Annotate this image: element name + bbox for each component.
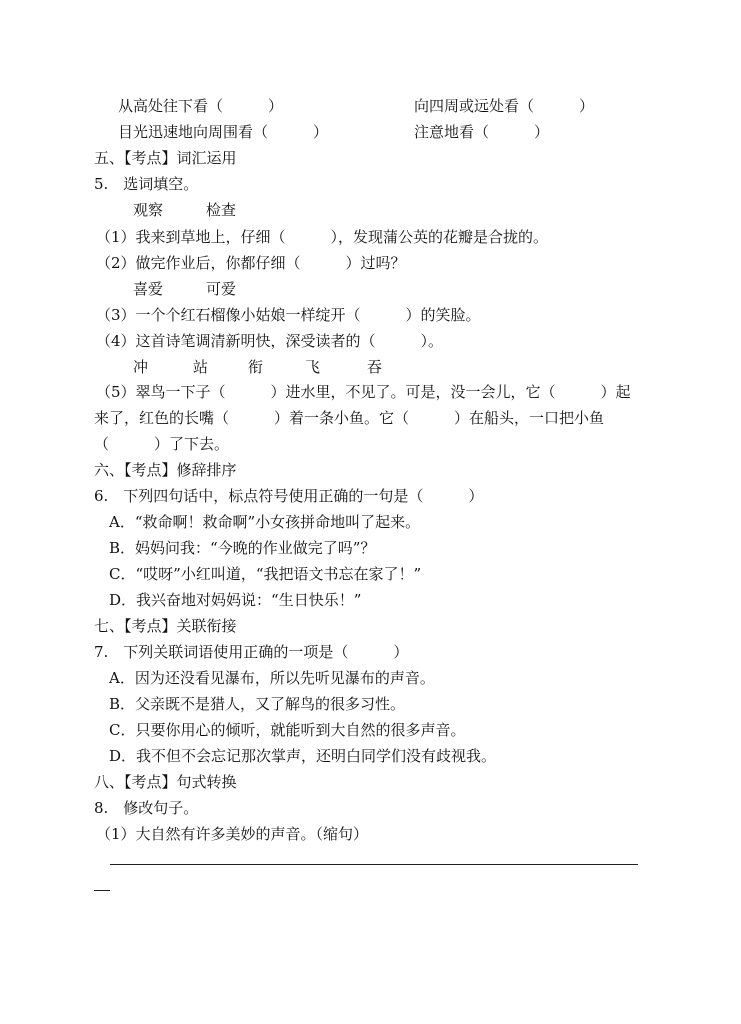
fill-item-5-line-2: 来了，红色的长嘴（ ）着一条小鱼。它（ ）在船头，一口把小鱼 [94, 409, 605, 427]
word-option: 可爱 [206, 280, 237, 298]
question-7-prompt: 7. 下列关联词语使用正确的一项是（ ） [94, 643, 409, 661]
section-7-heading: 七、【考点】关联衔接 [94, 617, 237, 635]
option-c: C．只要你用心的倾听，就能听到大自然的很多声音。 [109, 721, 466, 739]
fill-item-3: （3）一个个红石榴像小姑娘一样绽开（ ）的笑脸。 [96, 306, 481, 324]
answer-line[interactable] [110, 864, 638, 865]
word-option: 飞 [305, 358, 321, 376]
option-b: B．父亲既不是猎人，又了解鸟的很多习性。 [109, 695, 406, 713]
fill-item-2: （2）做完作业后，你都仔细（ ）过吗？ [96, 254, 406, 272]
fill-item-5-line-3: （ ）了下去。 [94, 435, 230, 453]
answer-line-continuation[interactable] [94, 890, 110, 891]
option-c: C．“哎呀”小红叫道，“我把语文书忘在家了！” [109, 565, 422, 583]
word-option: 检查 [206, 201, 237, 219]
fill-item-4: （4）这首诗笔调清新明快，深受读者的（ ）。 [96, 332, 444, 350]
rewrite-item-1: （1）大自然有许多美妙的声音。（缩句） [96, 825, 369, 843]
option-d: D．我兴奋地对妈妈说：“生日快乐！” [109, 591, 362, 609]
option-d: D．我不但不会忘记那次掌声，还明白同学们没有歧视我。 [109, 747, 497, 765]
question-5-prompt: 5. 选词填空。 [94, 175, 199, 193]
word-option: 冲 [133, 358, 149, 376]
option-b: B．妈妈问我：“今晚的作业做完了吗”？ [109, 539, 376, 557]
item-look-around-far: 向四周或远处看（ ） [414, 97, 595, 115]
fill-item-1: （1）我来到草地上，仔细（ ），发现蒲公英的花瓣是合拢的。 [96, 228, 549, 246]
word-option: 吞 [367, 358, 383, 376]
word-option: 喜爱 [133, 280, 164, 298]
section-5-heading: 五、【考点】词汇运用 [94, 149, 237, 167]
question-8-prompt: 8. 修改句子。 [94, 799, 199, 817]
option-a: A．“救命啊！救命啊”小女孩拼命地叫了起来。 [109, 513, 421, 531]
question-6-prompt: 6. 下列四句话中，标点符号使用正确的一句是（ ） [94, 487, 484, 505]
section-6-heading: 六、【考点】修辞排序 [94, 461, 237, 479]
word-option: 衔 [248, 358, 264, 376]
option-a: A．因为还没看见瀑布，所以先听见瀑布的声音。 [109, 669, 435, 687]
fill-item-5-line-1: （5）翠鸟一下子（ ）进水里，不见了。可是，没一会儿，它（ ）起 [96, 383, 631, 401]
section-8-heading: 八、【考点】句式转换 [94, 773, 237, 791]
word-option: 站 [193, 358, 209, 376]
word-option: 观察 [133, 201, 164, 219]
item-glance-around: 目光迅速地向周围看（ ） [118, 123, 329, 141]
item-look-down: 从高处往下看（ ） [118, 97, 284, 115]
item-look-attentively: 注意地看（ ） [414, 123, 550, 141]
